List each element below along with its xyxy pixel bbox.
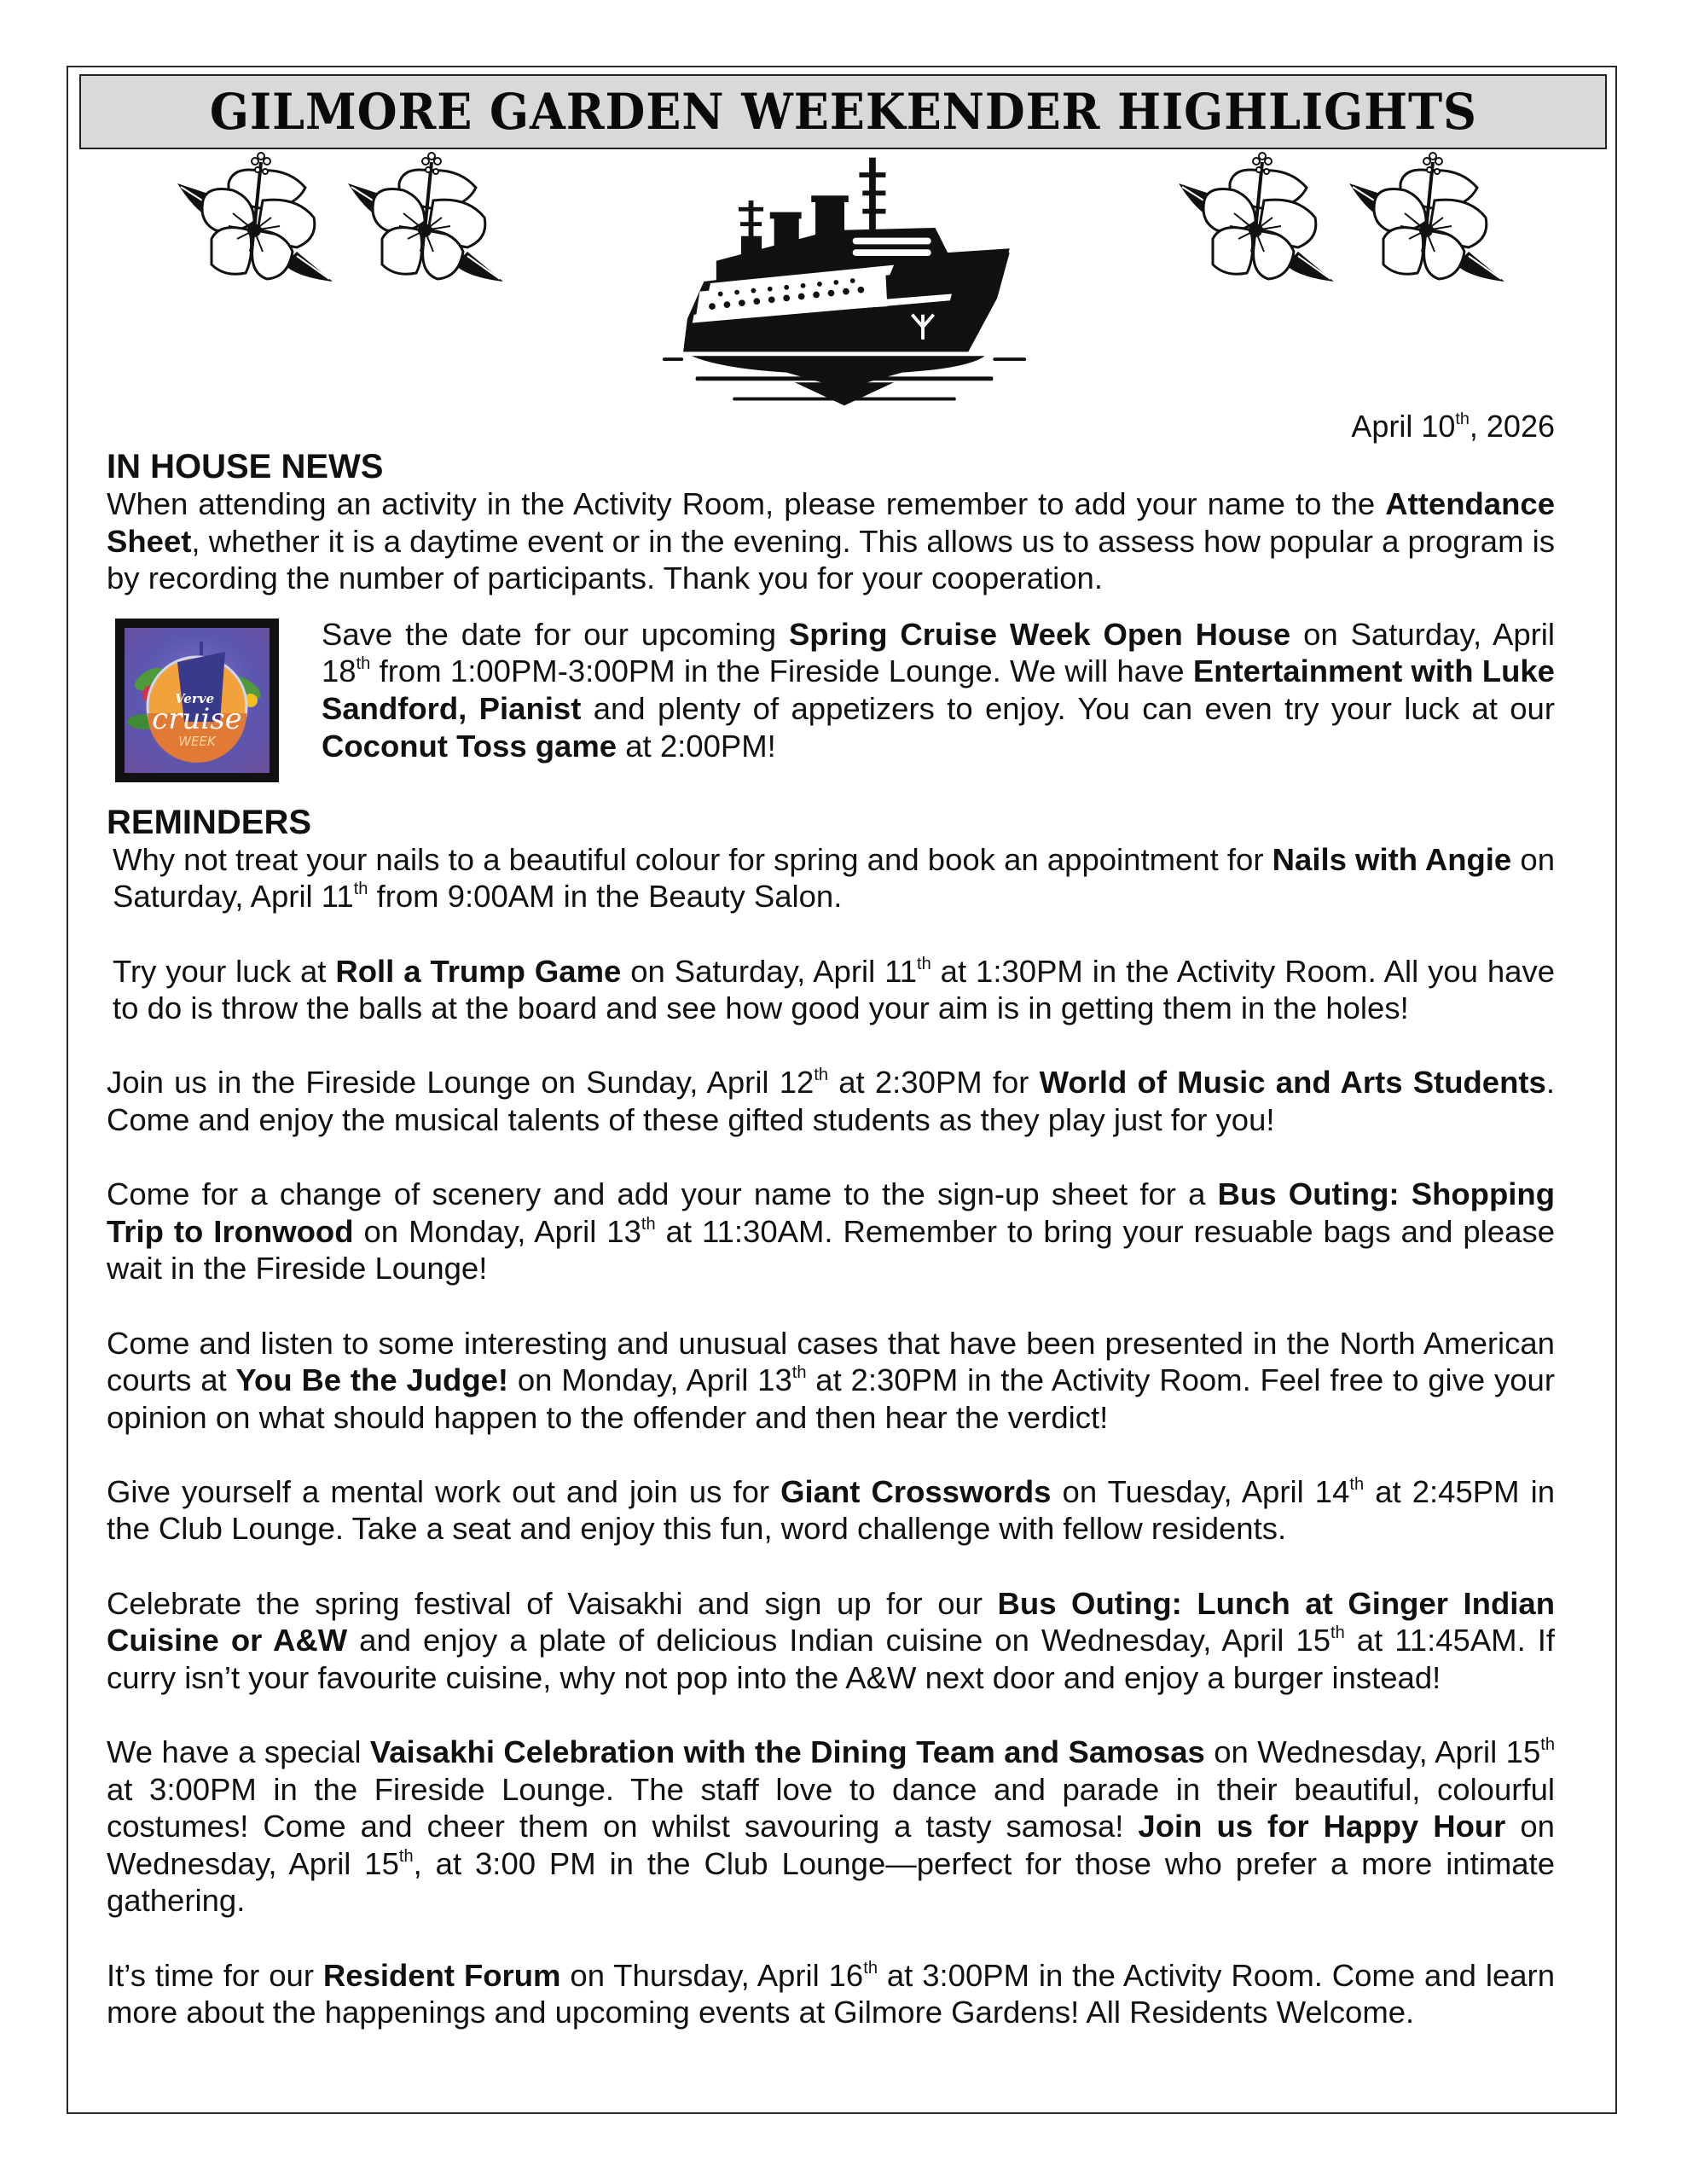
text-run: . Come and enjoy the musical talents of these gifted students as they play just for you!	[107, 1065, 1555, 1137]
cruise-week-paragraph	[322, 616, 1555, 764]
text-run: Come and listen to some interesting and unusual cases that have been presented in the North American courts at	[107, 1325, 1555, 1398]
cruise-week-logo-image	[125, 628, 270, 773]
reminder-item	[107, 1325, 1555, 1437]
text-run: and plenty of appetizers to enjoy. You can even try your luck at our	[581, 690, 1556, 726]
event-name: Vaisakhi Celebration with the Dining Team and Samosas	[369, 1734, 1205, 1770]
text-run: on Thursday, April 16	[560, 1957, 864, 1993]
hibiscus-flower-icon	[1341, 149, 1507, 286]
text-run: on Saturday, April 18	[322, 616, 1555, 689]
event-name: Bus Outing: Lunch at Ginger Indian Cuisine or A&W	[107, 1585, 1556, 1658]
event-name: Bus Outing: Shopping Trip to Ironwood	[107, 1176, 1556, 1249]
event-name: Giant Crosswords	[780, 1473, 1052, 1509]
text-run: Celebrate the spring festival of Vaisakhi and sign up for our	[107, 1585, 998, 1621]
event-name: You Be the Judge!	[235, 1362, 509, 1398]
text-run: When attending an activity in the Activity Room, please remember to add your name to the	[107, 486, 1386, 521]
text-run: on Tuesday, April 14	[1051, 1473, 1350, 1509]
ordinal-suffix: th	[917, 954, 931, 973]
event-name: World of Music and Arts Students	[1039, 1065, 1546, 1101]
ordinal-suffix: th	[791, 1363, 807, 1383]
text-run: on Monday, April 13	[353, 1213, 641, 1249]
svg-text:WEEK: WEEK	[178, 733, 216, 749]
text-run: at 2:30PM in the Activity Room. Feel free to give your opinion on what should happen to the offender and then hear the verdict!	[107, 1362, 1555, 1435]
date-ordinal: th	[1455, 410, 1470, 429]
reminder-item	[107, 1734, 1555, 1920]
ordinal-suffix: th	[814, 1066, 829, 1085]
text-run: at 3:00PM in the Activity Room. Come and learn more about the happenings and upcoming events at Gilmore Gardens! All Residents Welcome.	[107, 1957, 1555, 2030]
text-run: Give yourself a mental work out and join us for	[107, 1473, 781, 1509]
hibiscus-flower-icon	[339, 149, 506, 286]
text-run: , whether it is a daytime event or in the evening. This allows us to assess how popular a program is by recording the number of participants. Thank you for your cooperation.	[107, 523, 1555, 596]
text-run: at 2:45PM in the Club Lounge. Take a seat and enjoy this fun, word challenge with fellow residents.	[107, 1473, 1556, 1547]
attendance-paragraph	[107, 485, 1555, 597]
paragraph-gap	[107, 915, 1555, 953]
paragraph-gap	[107, 1139, 1555, 1176]
text-run: on Saturday, April 11	[621, 953, 918, 989]
event-name: Nails with Angie	[1272, 841, 1512, 877]
event-name: Coconut Toss game	[322, 728, 617, 764]
paragraph-gap	[107, 1436, 1555, 1473]
text-run: on Monday, April 13	[508, 1362, 792, 1398]
text-run: on Saturday, April 11	[113, 841, 1555, 915]
ordinal-suffix: th	[1540, 1734, 1555, 1754]
text-run: at 11:30AM. Remember to bring your resuable bags and please wait in the Fireside Lounge!	[107, 1213, 1555, 1287]
ordinal-suffix: th	[1349, 1474, 1365, 1494]
reminder-item	[107, 1585, 1555, 1697]
text-run: Come for a change of scenery and add your name to the sign-up sheet for a	[107, 1176, 1218, 1212]
hibiscus-flower-icon	[169, 149, 335, 286]
reminder-item	[107, 1473, 1555, 1548]
paragraph-gap	[107, 1287, 1555, 1325]
text-run: Save the date for our upcoming	[322, 616, 789, 652]
text-run: on Wednesday, April 15	[1204, 1734, 1541, 1770]
text-run: from 9:00AM in the Beauty Salon.	[368, 879, 843, 915]
cruise-week-logo	[115, 619, 279, 782]
ordinal-suffix: th	[1330, 1623, 1345, 1643]
reminder-item	[107, 953, 1555, 1027]
text-run: at 2:00PM!	[617, 728, 776, 764]
event-name: Attendance Sheet	[107, 486, 1555, 559]
event-name: Spring Cruise Week Open House	[788, 616, 1291, 652]
paragraph-gap	[107, 1548, 1555, 1585]
reminder-item	[107, 1957, 1555, 2031]
event-name: Join us for Happy Hour	[1138, 1809, 1506, 1844]
text-run: Join us in the Fireside Lounge on Sunday, April 12	[107, 1065, 815, 1101]
text-run: at 2:30PM for	[828, 1065, 1040, 1101]
cruise-ship-icon	[652, 149, 1036, 414]
newsletter-body	[107, 448, 1555, 2031]
cruise-logo-art	[125, 628, 270, 773]
reminder-item	[107, 1064, 1555, 1138]
paragraph-gap	[107, 1696, 1555, 1734]
ordinal-suffix: th	[641, 1214, 656, 1234]
paragraph-gap	[107, 1920, 1555, 1957]
text-run: at 3:00PM in the Fireside Lounge. The staff love to dance and parade in their beautiful, colourful costumes! Come and cheer them on whilst savouring a tasty samosa!	[107, 1771, 1555, 1844]
title-banner	[79, 74, 1607, 149]
text-run: from 1:00PM-3:00PM in the Fireside Lounge. We will have	[370, 653, 1193, 689]
section-heading-in-house-news: IN HOUSE NEWS	[107, 448, 384, 485]
svg-text:cruise: cruise	[152, 701, 242, 736]
text-run: Why not treat your nails to a beautiful colour for spring and book an appointment for	[113, 841, 1272, 877]
event-name: Resident Forum	[322, 1957, 561, 1993]
cruise-week-announcement	[107, 616, 1555, 782]
reminders-list	[107, 841, 1555, 2031]
date-year: , 2026	[1469, 409, 1555, 444]
ordinal-suffix: th	[398, 1846, 414, 1866]
text-run: Try your luck at	[113, 953, 336, 989]
ordinal-suffix: th	[356, 654, 371, 674]
svg-text:Verve: Verve	[175, 690, 214, 706]
paragraph-gap	[107, 1027, 1555, 1065]
ordinal-suffix: th	[863, 1958, 878, 1978]
text-run: at 11:45AM. If curry isn’t your favourite cuisine, why not pop into the A&W next door and enjoy a burger instead!	[107, 1623, 1555, 1695]
text-run: We have a special	[107, 1734, 370, 1770]
event-name: Entertainment with Luke Sandford, Pianist	[322, 653, 1555, 726]
text-run: at 1:30PM in the Activity Room. All you have to do is throw the balls at the board and see how good your aim is in getting them in the holes!	[113, 953, 1556, 1026]
text-run: and enjoy a plate of delicious Indian cuisine on Wednesday, April 15	[347, 1623, 1331, 1658]
section-heading-reminders: REMINDERS	[107, 803, 312, 841]
ordinal-suffix: th	[353, 880, 368, 899]
text-run: , at 3:00 PM in the Club Lounge—perfect for those who prefer a more intimate gathering.	[107, 1845, 1555, 1919]
text-run: It’s time for our	[107, 1957, 323, 1993]
issue-date	[1351, 408, 1555, 445]
newsletter-title: GILMORE GARDEN WEEKENDER HIGHLIGHTS	[209, 83, 1477, 141]
hibiscus-flower-icon	[1170, 149, 1336, 286]
reminder-item	[107, 841, 1555, 915]
date-day: April 10	[1351, 409, 1456, 444]
event-name: Roll a Trump Game	[335, 953, 622, 989]
reminder-item	[107, 1176, 1555, 1287]
text-run: on Wednesday, April 15	[107, 1809, 1555, 1881]
